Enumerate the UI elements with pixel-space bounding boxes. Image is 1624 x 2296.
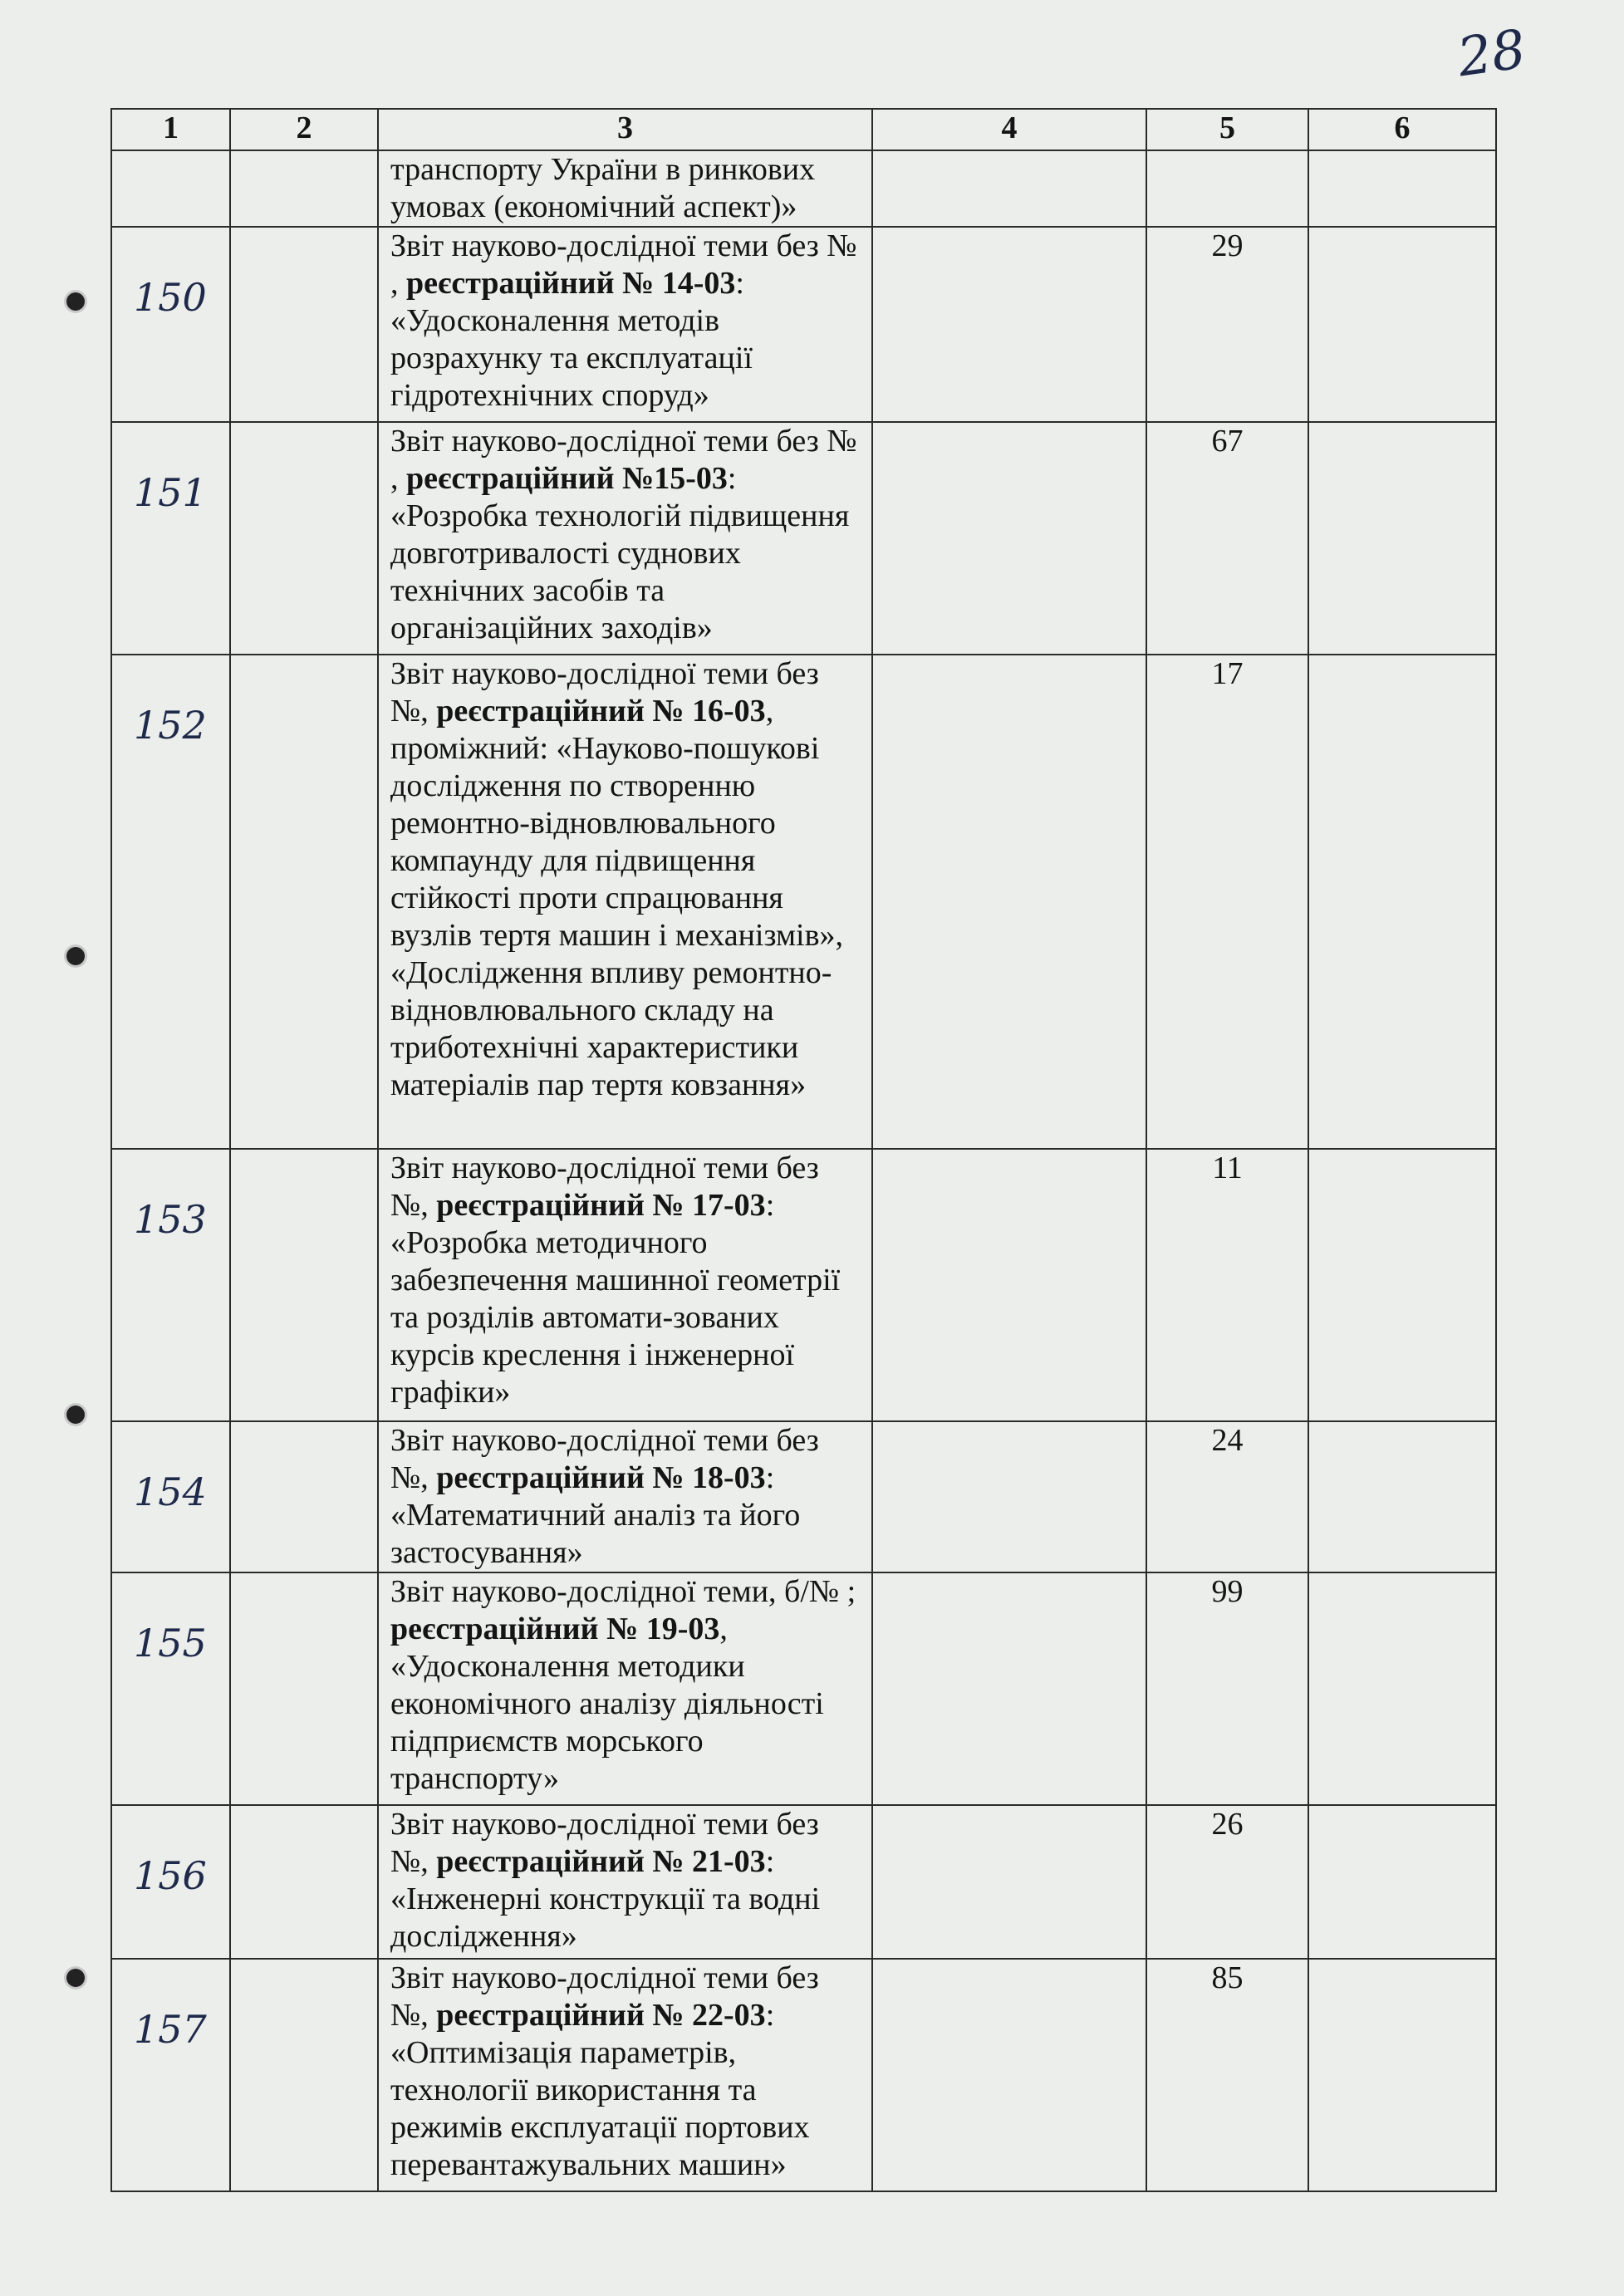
empty-cell	[1308, 227, 1496, 422]
row-number-cell	[111, 1959, 230, 2191]
registration-number: реєстраційний № 17-03	[436, 1188, 766, 1223]
title-cell	[378, 1959, 872, 2191]
title-text: Звіт науково-дослідної теми без №,	[390, 1807, 819, 1879]
registration-number: реєстраційний № 22-03	[436, 1998, 766, 2033]
title-text: : «Розробка технологій підвищення довготривалості суднових технічних засобів та організаційних заходів»	[390, 461, 850, 645]
title-text: , «Удосконалення методики економічного аналізу діяльності підприємств морського транспорту»	[390, 1612, 824, 1796]
table-row	[111, 1805, 1496, 1959]
empty-cell	[1308, 1959, 1496, 2191]
empty-cell	[230, 1959, 378, 2191]
title-cell	[378, 655, 872, 1149]
page-count-cell	[1146, 150, 1308, 227]
empty-cell	[230, 1572, 378, 1805]
title-text: , проміжний: «Науково-пошукові дослідження по створенню ремонтно-відновлювального компаунду для підвищення стійкості проти спрацювання вузлів тертя машин і механізмів», «Дослідження впливу ремонтно-відновлювального складу на триботехнічні характеристики матеріалів пар тертя ковзання»	[390, 694, 844, 1102]
column-header: 6	[1308, 109, 1496, 150]
column-header: 5	[1146, 109, 1308, 150]
empty-cell	[872, 655, 1146, 1149]
empty-cell	[872, 422, 1146, 655]
handwritten-number: 157	[134, 2007, 207, 2052]
handwritten-number: 153	[134, 1197, 207, 1242]
title-text: : «Удосконалення методів розрахунку та експлуатації гідротехнічних споруд»	[390, 266, 753, 413]
empty-cell	[1308, 655, 1496, 1149]
column-header: 3	[378, 109, 872, 150]
column-header: 4	[872, 109, 1146, 150]
register-table	[110, 108, 1497, 2192]
punch-hole	[66, 947, 85, 965]
row-number-cell	[111, 655, 230, 1149]
title-cell	[378, 1149, 872, 1421]
page-count-cell: 26	[1146, 1805, 1308, 1959]
empty-cell	[872, 150, 1146, 227]
table-row	[111, 1959, 1496, 2191]
row-number-cell	[111, 227, 230, 422]
page-count-cell: 11	[1146, 1149, 1308, 1421]
title-cell	[378, 1421, 872, 1572]
empty-cell	[872, 1421, 1146, 1572]
title-text: : «Математичний аналіз та його застосування»	[390, 1460, 801, 1570]
title-text: транспорту України в ринкових умовах (економічний аспект)»	[390, 152, 816, 224]
empty-cell	[1308, 1805, 1496, 1959]
empty-cell	[230, 422, 378, 655]
empty-cell	[1308, 1421, 1496, 1572]
page-count-cell: 24	[1146, 1421, 1308, 1572]
title-text: Звіт науково-дослідної теми без №,	[390, 656, 819, 729]
empty-cell	[230, 227, 378, 422]
page-count-cell: 99	[1146, 1572, 1308, 1805]
empty-cell	[872, 1959, 1146, 2191]
empty-cell	[230, 655, 378, 1149]
registration-number: реєстраційний № 16-03	[436, 694, 766, 729]
page-number: 28	[1454, 18, 1530, 90]
row-number-cell	[111, 1421, 230, 1572]
table-row	[111, 150, 1496, 227]
table-row	[111, 1572, 1496, 1805]
title-text: : «Інженерні конструкції та водні дослідження»	[390, 1844, 821, 1954]
empty-cell	[230, 1805, 378, 1959]
title-cell	[378, 150, 872, 227]
row-number-cell	[111, 1805, 230, 1959]
title-text: : «Оптимізація параметрів, технології використання та режимів експлуатації портових перевантажувальних машин»	[390, 1998, 810, 2182]
empty-cell	[1308, 150, 1496, 227]
row-number-cell	[111, 422, 230, 655]
handwritten-number: 156	[134, 1853, 207, 1898]
title-text: Звіт науково-дослідної теми без №,	[390, 1960, 819, 2033]
handwritten-number: 154	[134, 1469, 207, 1514]
page-count-cell: 67	[1146, 422, 1308, 655]
empty-cell	[872, 227, 1146, 422]
title-text: Звіт науково-дослідної теми без №,	[390, 1423, 819, 1495]
header-row	[111, 109, 1496, 150]
punch-hole	[66, 292, 85, 311]
empty-cell	[872, 1149, 1146, 1421]
registration-number: реєстраційний № 19-03	[390, 1612, 720, 1646]
column-header: 1	[111, 109, 230, 150]
title-cell	[378, 1572, 872, 1805]
handwritten-number: 151	[134, 470, 207, 515]
title-text: Звіт науково-дослідної теми без № ,	[390, 424, 857, 496]
empty-cell	[1308, 1572, 1496, 1805]
empty-cell	[1308, 1149, 1496, 1421]
empty-cell	[1308, 422, 1496, 655]
table-row	[111, 1149, 1496, 1421]
registration-number: реєстраційний №15-03	[406, 461, 728, 496]
title-cell	[378, 227, 872, 422]
empty-cell	[230, 1421, 378, 1572]
punch-hole	[66, 1406, 85, 1424]
table-row	[111, 655, 1496, 1149]
empty-cell	[872, 1805, 1146, 1959]
title-text: Звіт науково-дослідної теми без № ,	[390, 228, 857, 301]
handwritten-number: 152	[134, 703, 207, 748]
handwritten-number: 150	[134, 275, 207, 320]
handwritten-number: 155	[134, 1621, 207, 1666]
empty-cell	[230, 1149, 378, 1421]
title-text: : «Розробка методичного забезпечення машинної геометрії та розділів автомати-зованих курсів креслення і інженерної графіки»	[390, 1188, 841, 1410]
empty-cell	[230, 150, 378, 227]
column-header: 2	[230, 109, 378, 150]
row-number-cell	[111, 1149, 230, 1421]
table-row	[111, 1421, 1496, 1572]
empty-cell	[872, 1572, 1146, 1805]
registration-number: реєстраційний № 14-03	[406, 266, 736, 301]
page-count-cell: 17	[1146, 655, 1308, 1149]
registration-number: реєстраційний № 21-03	[436, 1844, 766, 1879]
registration-number: реєстраційний № 18-03	[436, 1460, 766, 1495]
row-number-cell	[111, 1572, 230, 1805]
title-cell	[378, 1805, 872, 1959]
title-text: Звіт науково-дослідної теми, б/№ ;	[390, 1574, 856, 1609]
title-cell	[378, 422, 872, 655]
page-count-cell: 85	[1146, 1959, 1308, 2191]
title-text: Звіт науково-дослідної теми без №,	[390, 1150, 819, 1223]
punch-hole	[66, 1969, 85, 1987]
table-row	[111, 227, 1496, 422]
row-number-cell	[111, 150, 230, 227]
table-row	[111, 422, 1496, 655]
page-count-cell: 29	[1146, 227, 1308, 422]
